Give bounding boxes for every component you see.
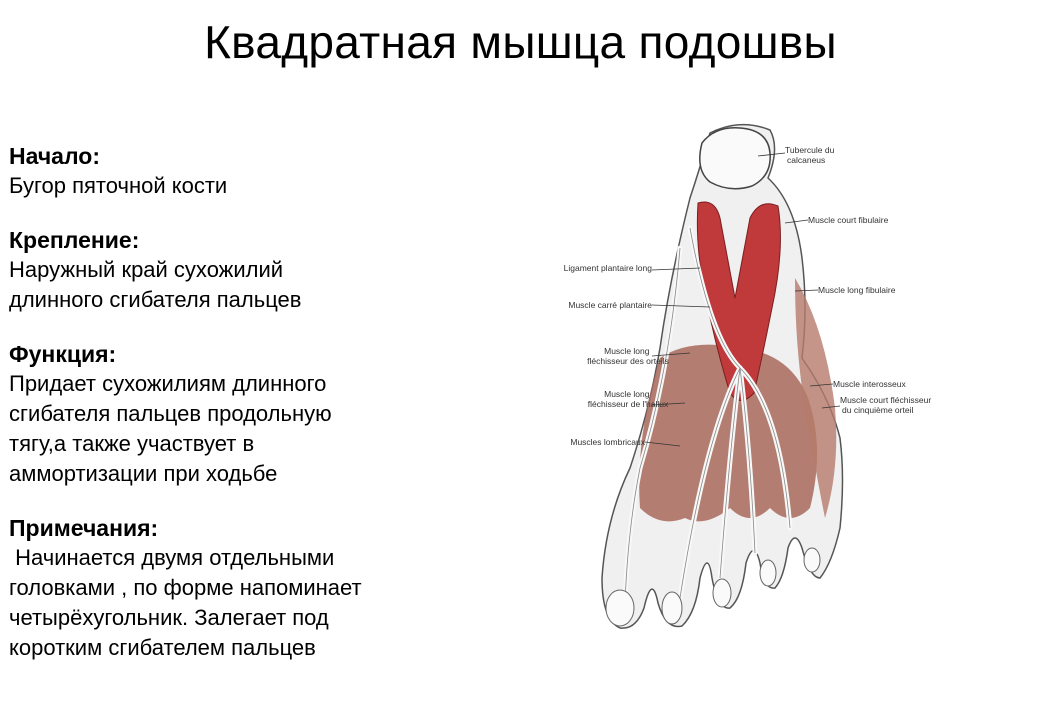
label-interosseous: Muscle interosseux (833, 379, 906, 389)
section-function (9, 339, 449, 489)
section-heading: Примечания: (9, 515, 159, 541)
section-line: коротким сгибателем пальцев (9, 635, 316, 660)
foot-illustration (540, 108, 940, 638)
section-notes (9, 513, 449, 663)
section-origin (9, 141, 449, 201)
section-heading: Начало: (9, 143, 100, 169)
label-calcaneus: Tubercule du calcaneus (785, 145, 835, 165)
label-long-plantar-ligament: Ligament plantaire long (563, 263, 652, 273)
section-line: Наружный край сухожилий (9, 257, 284, 282)
calcaneus-bone (700, 128, 770, 189)
section-line: головками , по форме напоминает (9, 575, 362, 600)
label-fibularis-longus: Muscle long fibulaire (818, 285, 896, 295)
section-line: Начинается двумя отдельными (9, 545, 335, 570)
section-line: аммортизации при ходьбе (9, 461, 278, 486)
label-flexor-hallucis-longus: Muscle long fléchisseur de l'hallux (587, 389, 669, 409)
label-quadratus-plantae: Muscle carré plantaire (568, 300, 652, 310)
page-title: Квадратная мышца подошвы (204, 16, 837, 68)
section-line: четырёхугольник. Залегает под (9, 605, 329, 630)
section-line: Бугор пяточной кости (9, 173, 228, 198)
section-heading: Крепление: (9, 227, 140, 253)
section-heading: Функция: (9, 341, 117, 367)
section-line: тягу,а также участвует в (9, 431, 255, 456)
section-insertion (9, 225, 449, 315)
section-line: сгибателя пальцев продольную (9, 401, 332, 426)
foot-anatomy-figure (540, 108, 940, 638)
description-panel (9, 141, 449, 663)
section-line: длинного сгибателя пальцев (9, 287, 302, 312)
label-lumbricals: Muscles lombricaux (570, 437, 645, 447)
label-flexor-digitorum-longus: Muscle long fléchisseur des orteils (587, 346, 669, 366)
label-flexor-digiti-minimi: Muscle court fléchisseur du cinquième orteil (840, 395, 932, 415)
section-line: Придает сухожилиям длинного (9, 371, 327, 396)
label-fibularis-brevis: Muscle court fibulaire (808, 215, 889, 225)
